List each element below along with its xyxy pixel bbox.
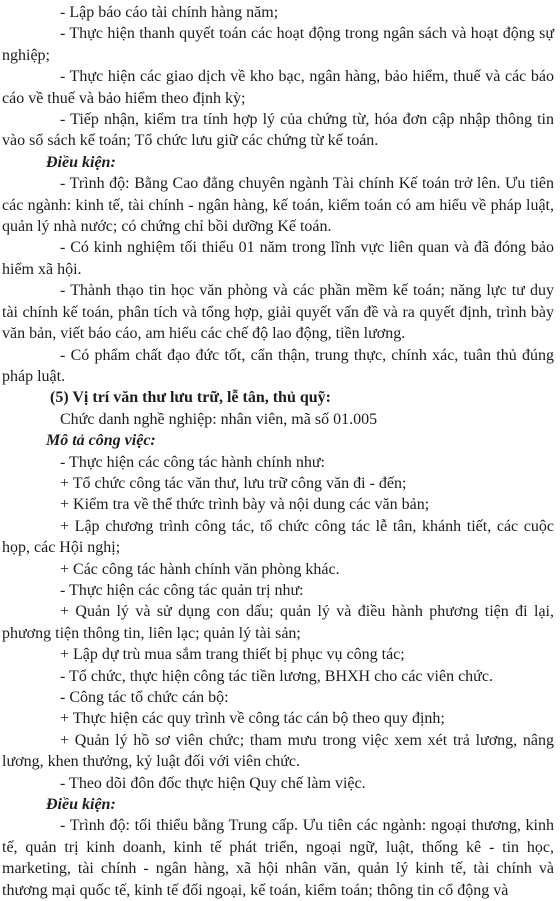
section-heading: Mô tả công việc:: [46, 432, 156, 450]
paragraph: - Thực hiện các công tác hành chính như:: [60, 453, 325, 471]
section-heading: Điều kiện:: [46, 796, 116, 814]
section-heading: Điều kiện:: [46, 153, 116, 171]
paragraph: + Quản lý hồ sơ viên chức; tham mưu trong việc xem xét trả lương, nâng lương, khen thưởng, kỷ luật đối với viên chức.: [2, 731, 554, 771]
paragraph: - Có phẩm chất đạo đức tốt, cẩn thận, trung thực, chính xác, tuân thủ đúng pháp luật.: [2, 346, 554, 385]
paragraph: + Kiểm tra về thể thức trình bày và nội dung các văn bản;: [60, 496, 430, 514]
paragraph: - Theo dõi đôn đốc thực hiện Quy chế làm việc.: [60, 774, 366, 792]
paragraph: - Thực hiện các giao dịch về kho bạc, ngân hàng, bảo hiểm, thuế và các báo cáo về thuế và bảo hiểm theo định kỳ;: [2, 68, 554, 107]
paragraph: - Trình độ: Bằng Cao đẳng chuyên ngành Tài chính Kế toán trở lên. Ưu tiên các ngành: kinh tế, tài chính - ngân hàng, kế toán, kiểm toán có am hiểu về pháp luật, quản lý nhà nước; có chứng chỉ bồi dưỡng Kế toán.: [2, 175, 554, 236]
paragraph: - Tiếp nhận, kiểm tra tính hợp lý của chứng từ, hóa đơn cập nhập thông tin vào sổ sách kế toán; Tổ chức lưu giữ các chứng từ kế toán.: [2, 111, 554, 150]
paragraph: - Trình độ: tối thiểu bằng Trung cấp. Ưu tiên các ngành: ngoại thương, kinh tế, quản trị kinh doanh, kinh tế phát triển, ngoại ngữ, luật, thống kê - tin học, marketing, tài chính - ngân hàng, xã hội nhân văn, quản lý kinh tế, tài chính và thương mại quốc tế, kinh tế đối ngoại, kế toán, kiểm toán; thông tin cổ động và: [2, 817, 554, 899]
paragraph: - Thành thạo tin học văn phòng và các phần mềm kế toán; năng lực tư duy tài chính kế toán, phân tích và tổng hợp, giải quyết vấn đề và ra quyết định, trình bày văn bản, viết báo cáo, am hiểu các chế độ lao động, tiền lương.: [2, 282, 554, 343]
paragraph: Chức danh nghề nghiệp: nhân viên, mã số 01.005: [60, 410, 378, 428]
paragraph: - Công tác tổ chức cán bộ:: [60, 689, 229, 706]
position-title: (5) Vị trí văn thư lưu trữ, lễ tân, thủ quỹ:: [50, 389, 331, 407]
paragraph: + Quản lý và sử dụng con dấu; quản lý và điều hành phương tiện đi lại, phương tiện thông tin, liên lạc; quản lý tài sản;: [2, 603, 554, 642]
paragraph: - Thực hiện thanh quyết toán các hoạt động trong ngân sách và hoạt động sự nghiệp;: [2, 25, 554, 64]
paragraph: - Tổ chức, thực hiện công tác tiền lương, BHXH cho các viên chức.: [60, 667, 493, 685]
paragraph: - Thực hiện các công tác quản trị như:: [60, 581, 304, 599]
paragraph: + Thực hiện các quy trình về công tác cán bộ theo quy định;: [60, 710, 445, 728]
paragraph: + Các công tác hành chính văn phòng khác.: [60, 560, 340, 578]
paragraph: - Lập báo cáo tài chính hàng năm;: [60, 4, 279, 21]
paragraph: + Lập chương trình công tác, tổ chức công tác lễ tân, khánh tiết, các cuộc họp, các Hội nghị;: [2, 517, 554, 557]
paragraph: + Lập dự trù mua sắm trang thiết bị phục vụ công tác;: [60, 646, 405, 664]
paragraph: - Có kinh nghiệm tối thiểu 01 năm trong lĩnh vực liên quan và đã đóng bảo hiểm xã hội.: [2, 239, 554, 278]
paragraph: + Tổ chức công tác văn thư, lưu trữ công văn đi - đến;: [60, 474, 407, 492]
document-body: [2, 2, 554, 901]
